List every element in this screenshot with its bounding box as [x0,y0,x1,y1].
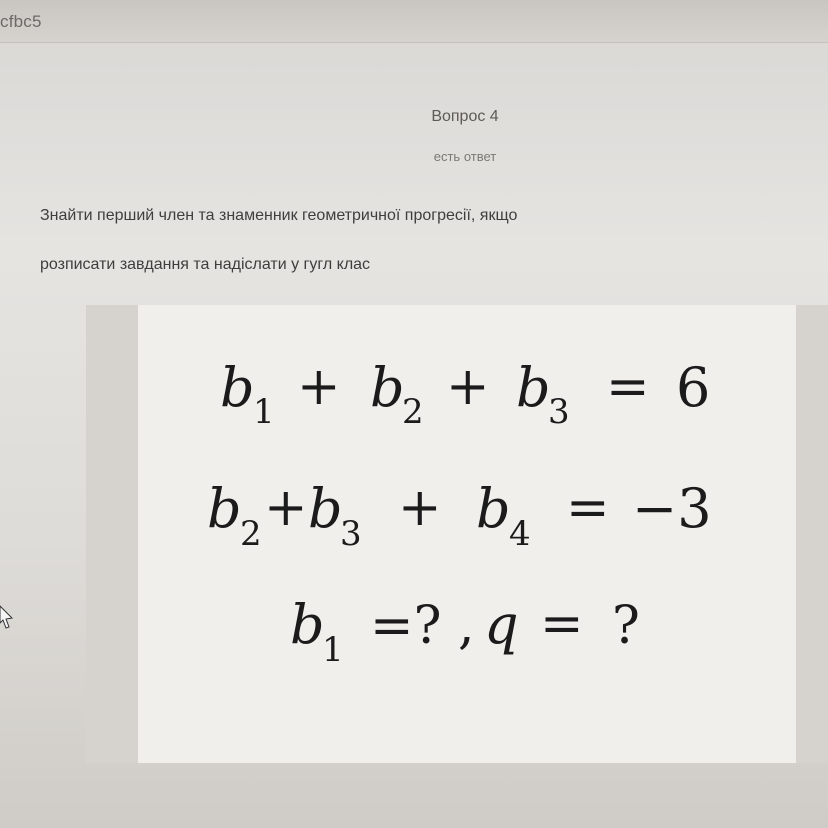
eq1-equals: = [606,357,650,417]
eq2-plus1: + [264,478,308,538]
eq1-plus1: + [297,357,341,417]
eq3-ask2: ? [612,596,640,656]
equation-3 [290,593,640,670]
eq2-sub3: 3 [340,514,362,554]
eq1-sub2: 2 [402,392,424,432]
eq3-comma: , [458,596,475,656]
eq2-plus2: + [398,478,442,538]
eq2-b4: b [476,477,511,540]
eq3-b1: b [290,593,325,656]
eq2-b2: b [207,477,242,540]
eq3-sub1: 1 [322,630,344,670]
question-text: Знайти перший член та знаменник геометричної прогресії, якщо [40,207,518,224]
instruction-text: розписати завдання та надіслати у гугл клас [40,256,371,273]
eq2-rhs: −3 [632,477,712,540]
eq2-equals: = [566,478,610,538]
eq1-rhs: 6 [676,356,711,419]
eq2-sub2: 2 [240,514,262,554]
eq1-b3: b [516,356,551,419]
eq1-b2: b [370,356,405,419]
equation-2 [207,477,712,554]
answer-status-label: есть ответ [433,149,497,164]
eq3-q: q [484,593,519,656]
eq1-sub3: 3 [548,392,570,432]
eq1-plus2: + [446,357,490,417]
eq3-equals: = [540,594,584,654]
mouse-pointer-icon [0,604,14,632]
browser-tab-fragment[interactable]: cfbc5 [0,12,42,31]
eq2-sub4: 4 [509,514,531,554]
eq1-sub1: 1 [253,392,275,432]
eq1-b1: b [220,356,255,419]
eq3-ask1: =? [370,596,442,656]
question-title: Вопрос 4 [431,108,499,125]
eq2-b3: b [308,477,343,540]
equation-1 [220,356,710,432]
